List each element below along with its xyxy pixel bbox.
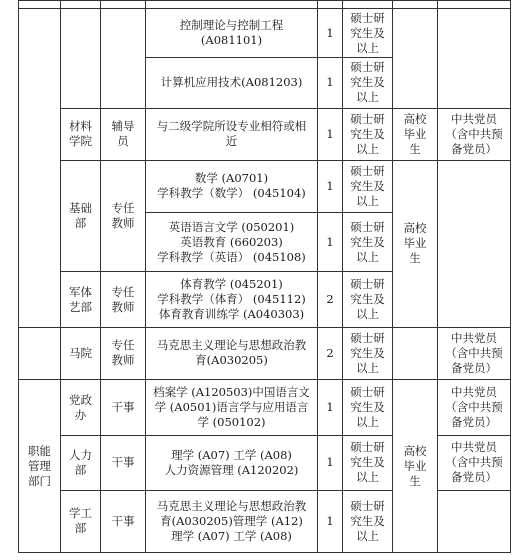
- degree-cell: 硕士研 究生及 以上: [343, 58, 393, 108]
- politics-cell-empty: [438, 160, 511, 327]
- degree-cell: 硕士研 究生及 以上: [343, 436, 393, 490]
- position-cell: 干事: [101, 436, 146, 490]
- degree-cell: 硕士研 究生及 以上: [343, 272, 393, 327]
- count-cell: 1: [318, 160, 343, 212]
- dept-cell: 材料 学院: [61, 108, 101, 160]
- dept-cell: 马院: [61, 327, 101, 379]
- table-row: [19, 160, 511, 212]
- category-cell-empty: [19, 9, 61, 328]
- source-cell: 高校 毕业 生: [393, 108, 438, 160]
- table-row: [19, 436, 511, 490]
- count-cell: 2: [318, 272, 343, 327]
- table-row: [19, 108, 511, 160]
- degree-cell: 硕士研 究生及 以上: [343, 160, 393, 212]
- degree-cell: 硕士研 究生及 以上: [343, 108, 393, 160]
- major-cell: 控制理论与控制工程 (A081101): [146, 9, 318, 58]
- position-cell: 专任 教师: [101, 160, 146, 272]
- table-row: [19, 380, 511, 436]
- politics-cell: 中共党员 （含中共预 备党员）: [438, 108, 511, 160]
- dept-cell-empty: [61, 9, 101, 109]
- count-cell: 1: [318, 108, 343, 160]
- table-row: [19, 490, 511, 552]
- degree-cell: 硕士研 究生及 以上: [343, 9, 393, 58]
- count-cell: 1: [318, 436, 343, 490]
- count-cell: 1: [318, 9, 343, 58]
- major-cell: 档案学 (A120503)中国语言文 学 (A0501)语言学与应用语言 学 (050102): [146, 380, 318, 436]
- source-cell: 高校 毕业 生: [393, 160, 438, 327]
- politics-cell: 中共党员 （含中共预 备党员）: [438, 380, 511, 436]
- major-cell: 马克思主义理论与思想政治教 育(A030205)管理学 (A12) 理学 (A07) 工学 (A08): [146, 490, 318, 552]
- major-cell: 与二级学院所设专业相符或相 近: [146, 108, 318, 160]
- dept-cell: 人力 部: [61, 436, 101, 490]
- politics-cell: 中共党员 （含中共预 备党员）: [438, 436, 511, 490]
- dept-cell: 学工 部: [61, 490, 101, 552]
- count-cell: 1: [318, 58, 343, 108]
- politics-cell-empty: [438, 490, 511, 552]
- major-cell: 英语语言文学 (050201) 英语教育 (660203) 学科教学（英语） (045108): [146, 213, 318, 272]
- source-cell-empty: [393, 327, 438, 379]
- count-cell: 1: [318, 213, 343, 272]
- major-cell: 计算机应用技术(A081203): [146, 58, 318, 108]
- degree-cell: 硕士研 究生及 以上: [343, 490, 393, 552]
- count-cell: 1: [318, 380, 343, 436]
- dept-cell: 党政 办: [61, 380, 101, 436]
- recruitment-table: [18, 0, 511, 553]
- position-cell: 干事: [101, 490, 146, 552]
- position-cell: 辅导 员: [101, 108, 146, 160]
- major-cell: 理学 (A07) 工学 (A08) 人力资源管理 (A120202): [146, 436, 318, 490]
- politics-cell: 中共党员 （含中共预 备党员）: [438, 327, 511, 379]
- category-cell: 职能 管理 部门: [19, 380, 61, 553]
- major-cell: 马克思主义理论与思想政治教 育(A030205): [146, 327, 318, 379]
- politics-cell-empty: [438, 9, 511, 109]
- degree-cell: 硕士研 究生及 以上: [343, 327, 393, 379]
- table-row: [19, 1, 511, 9]
- count-cell: 1: [318, 490, 343, 552]
- position-cell-empty: [101, 9, 146, 109]
- category-cell-empty: [19, 327, 61, 379]
- degree-cell: 硕士研 究生及 以上: [343, 380, 393, 436]
- position-cell: 专任 教师: [101, 327, 146, 379]
- count-cell: 2: [318, 327, 343, 379]
- position-cell: 干事: [101, 380, 146, 436]
- position-cell: 专任 教师: [101, 272, 146, 327]
- dept-cell: 军体 艺部: [61, 272, 101, 327]
- major-cell: 体育教学 (045201) 学科教学（体育） (045112) 体育教育训练学 (A040303): [146, 272, 318, 327]
- degree-cell: 硕士研 究生及 以上: [343, 213, 393, 272]
- table-row: [19, 9, 511, 58]
- major-cell: 数学 (A0701) 学科教学（数学） (045104): [146, 160, 318, 212]
- table-row: [19, 327, 511, 379]
- dept-cell: 基础 部: [61, 160, 101, 272]
- source-cell-empty: [393, 9, 438, 109]
- source-cell: 高校 毕业 生: [393, 380, 438, 553]
